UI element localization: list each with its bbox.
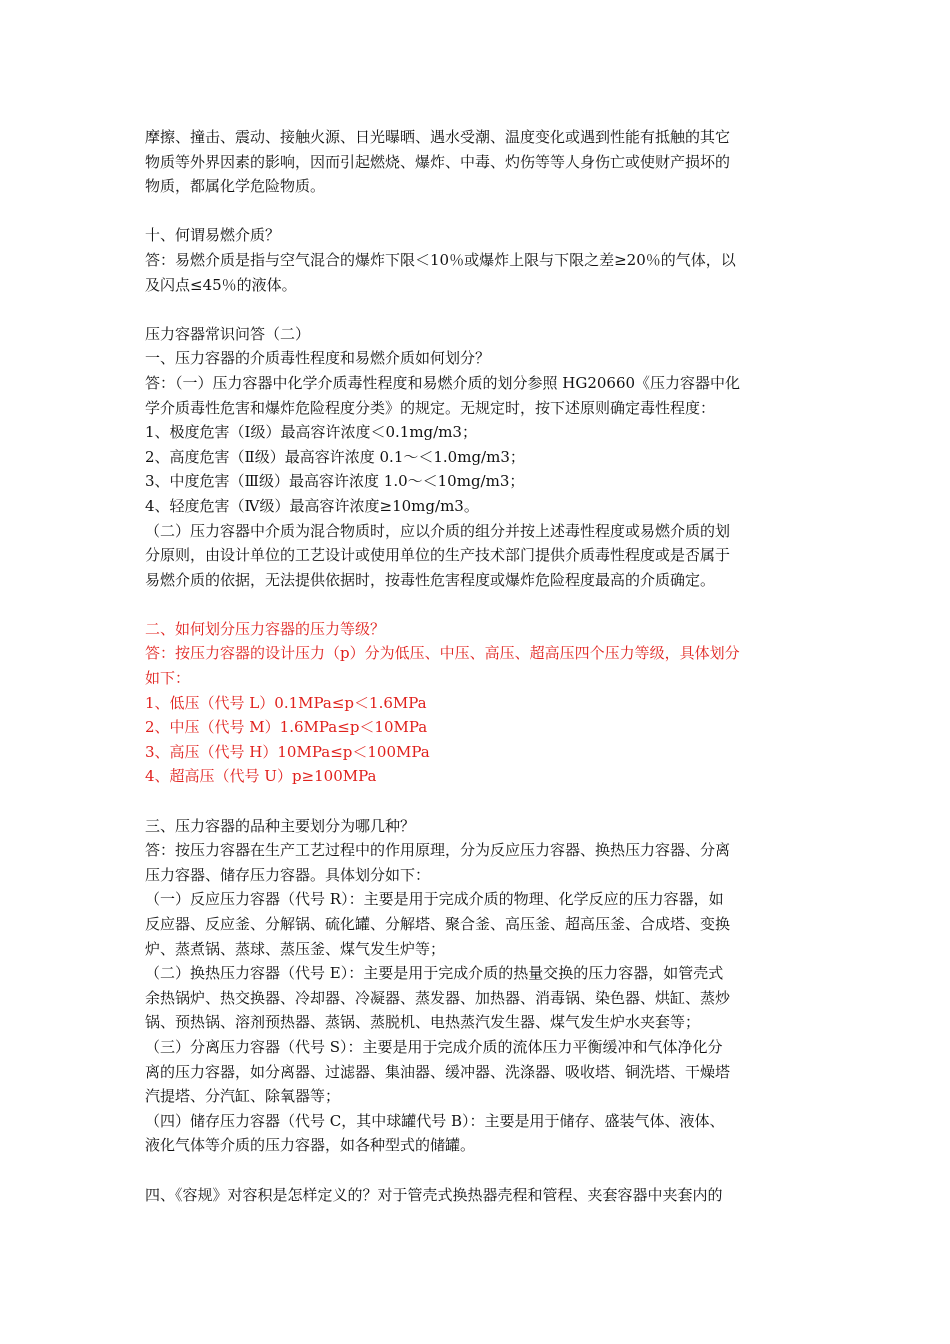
text-line: （三）分离压力容器（代号 S）：主要是用于完成介质的流体压力平衡缓冲和气体净化分 (145, 1037, 723, 1056)
highlighted-text-line: 2、中压（代号 M）1.6MPa≤p＜10MPa (145, 718, 428, 737)
text-line: （一）反应压力容器（代号 R）：主要是用于完成介质的物理、化学反应的压力容器，如 (145, 890, 724, 909)
highlighted-text-line: 二、如何划分压力容器的压力等级？ (145, 619, 386, 638)
paragraph-gap (145, 199, 810, 224)
text-line: 十、何谓易燃介质？ (145, 226, 281, 245)
text-line: 分原则，由设计单位的工艺设计或使用单位的生产技术部门提供介质毒性程度或是否属于 (145, 546, 731, 565)
text-line: 锅、预热锅、溶剂预热器、蒸锅、蒸脱机、电热蒸汽发生器、煤气发生炉水夹套等； (145, 1013, 701, 1032)
text-line: 余热锅炉、热交换器、冷却器、冷凝器、蒸发器、加热器、消毒锅、染色器、烘缸、蒸炒 (145, 988, 731, 1007)
text-line: 4、轻度危害（Ⅳ级）最高容许浓度≥10mg/m3。 (145, 496, 479, 515)
text-line: （四）储存压力容器（代号 C，其中球罐代号 B）：主要是用于储存、盛装气体、液体、 (145, 1111, 725, 1130)
document-body (145, 125, 810, 1207)
text-line: 及闪点≤45％的液体。 (145, 275, 297, 294)
text-line: 物质等外界因素的影响，因而引起燃烧、爆炸、中毒、灼伤等等人身伤亡或使财产损坏的 (145, 152, 731, 171)
text-line: 离的压力容器，如分离器、过滤器、集油器、缓冲器、洗涤器、吸收塔、铜洗塔、干燥塔 (145, 1062, 731, 1081)
text-line: 学介质毒性危害和爆炸危险程度分类》的规定。无规定时，按下述原则确定毒性程度： (145, 398, 716, 417)
text-line: 物质，都属化学危险物质。 (145, 177, 326, 196)
highlighted-text-line: 4、超高压（代号 U）p≥100MPa (145, 767, 377, 786)
highlighted-text-line: 1、低压（代号 L）0.1MPa≤p＜1.6MPa (145, 693, 427, 712)
highlighted-text-line: 如下： (145, 669, 191, 688)
text-line: 压力容器、储存压力容器。具体划分如下： (145, 865, 431, 884)
text-line: 2、高度危害（Ⅱ级）最高容许浓度 0.1～＜1.0mg/m3； (145, 447, 525, 466)
text-line: 3、中度危害（Ⅲ级）最高容许浓度 1.0～＜10mg/m3； (145, 472, 525, 491)
text-line: 三、压力容器的品种主要划分为哪几种？ (145, 816, 416, 835)
highlighted-text-line: 答：按压力容器的设计压力（p）分为低压、中压、高压、超高压四个压力等级，具体划分 (145, 644, 740, 663)
text-line: 液化气体等介质的压力容器，如各种型式的储罐。 (145, 1136, 476, 1155)
paragraph-gap (145, 592, 810, 617)
text-line: 答：按压力容器在生产工艺过程中的作用原理，分为反应压力容器、换热压力容器、分离 (145, 841, 731, 860)
text-line: 反应器、反应釜、分解锅、硫化罐、分解塔、聚合釜、高压釜、超高压釜、合成塔、变换 (145, 915, 731, 933)
text-line: （二）换热压力容器（代号 E）：主要是用于完成介质的热量交换的压力容器，如管壳式 (145, 964, 724, 983)
text-line: （二）压力容器中介质为混合物质时，应以介质的组分并按上述毒性程度或易燃介质的划 (145, 521, 731, 540)
text-line: 摩擦、撞击、震动、接触火源、日光曝晒、遇水受潮、温度变化或遇到性能有抵触的其它 (145, 128, 731, 146)
text-line: 压力容器常识问答（二） (145, 324, 311, 343)
paragraph-gap (145, 1158, 810, 1183)
text-line: 答：（一）压力容器中化学介质毒性程度和易燃介质的划分参照 HG20660《压力容器中化 (145, 373, 741, 392)
text-line: 易燃介质的依据，无法提供依据时，按毒性危害程度或爆炸危险程度最高的介质确定。 (145, 570, 716, 589)
paragraph-gap (145, 297, 810, 322)
paragraph-gap (145, 789, 810, 814)
text-line: 答：易燃介质是指与空气混合的爆炸下限＜10％或爆炸上限与下限之差≥20％的气体，以 (145, 250, 736, 269)
text-line: 一、压力容器的介质毒性程度和易燃介质如何划分？ (145, 349, 491, 368)
text-line: 四、《容规》对容积是怎样定义的？对于管壳式换热器壳程和管程、夹套容器中夹套内的 (145, 1185, 723, 1204)
text-line: 炉、蒸煮锅、蒸球、蒸压釜、煤气发生炉等； (145, 939, 446, 958)
text-line: 1、极度危害（Ⅰ级）最高容许浓度＜0.1mg/m3； (145, 423, 477, 442)
text-line: 汽提塔、分汽缸、除氧器等； (145, 1087, 341, 1106)
highlighted-text-line: 3、高压（代号 H）10MPa≤p＜100MPa (145, 742, 430, 761)
